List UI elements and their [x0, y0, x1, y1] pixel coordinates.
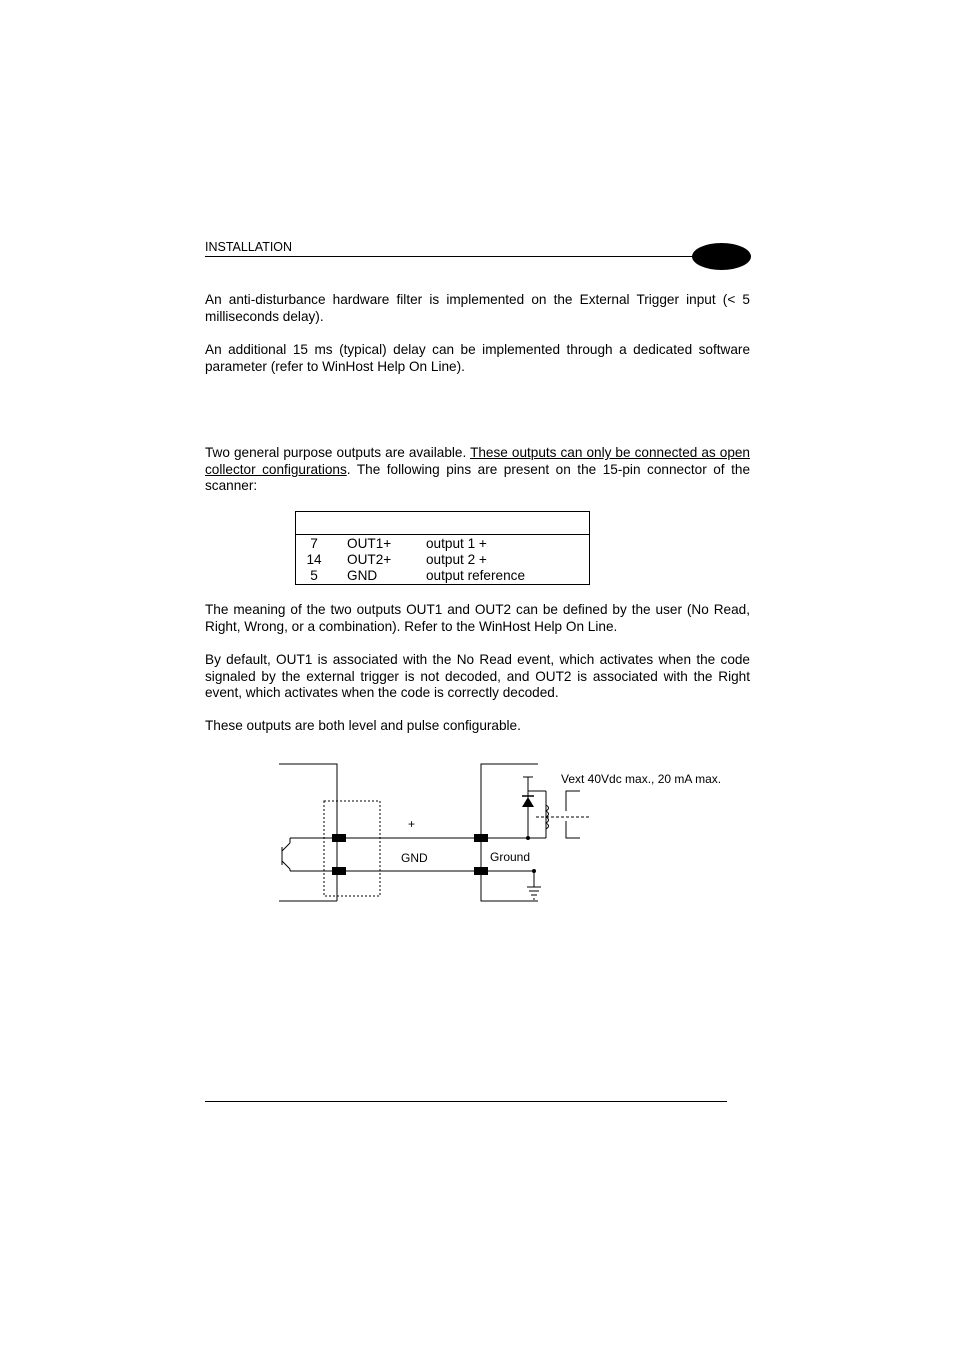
pin-table-header-rule: [296, 534, 589, 535]
outputs-intro-lead: Two general purpose outputs are available.: [205, 445, 471, 460]
open-collector-note: These outputs can only be connected as open collector configurations: [205, 445, 750, 477]
supply-label: Vext 40Vdc max., 20 mA max.: [561, 772, 722, 786]
paragraph-configurable: These outputs are both level and pulse configurable.: [205, 718, 521, 733]
plus-label: +: [408, 817, 416, 831]
table-row: [296, 568, 589, 584]
pin-name: OUT1+: [347, 536, 392, 551]
pin-function: output 2 +: [426, 552, 487, 567]
terminal-gnd-external: [474, 867, 488, 875]
terminal-plus-scanner: [332, 834, 346, 842]
paragraph-outputs-intro: [205, 445, 750, 495]
paragraph-software-delay: An additional 15 ms (typical) delay can be implemented through a dedicated software parameter (refer to WinHost Help On Line).: [205, 342, 750, 374]
footer-rule: [205, 1101, 727, 1102]
terminal-plus-external: [474, 834, 488, 842]
pin-number: 7: [310, 536, 318, 551]
output-circuit-diagram: [270, 755, 750, 910]
diode-symbol: [522, 797, 534, 807]
pin-table: [295, 511, 590, 585]
relay-contact-top: [566, 791, 580, 811]
pin-name: OUT2+: [347, 552, 392, 567]
ground-label: Ground: [490, 850, 531, 864]
table-row: [296, 552, 589, 568]
pin-number: 14: [306, 552, 322, 567]
scanner-enclosure: [279, 764, 337, 901]
paragraph-default-assignment: By default, OUT1 is associated with the No Read event, which activates when the code signaled by the external trigger is not decoded, and OUT2 is associated with the Right event, which activates when the code is correctly decoded.: [205, 652, 750, 700]
header-label: INSTALLATION: [205, 240, 293, 254]
terminal-gnd-scanner: [332, 867, 346, 875]
pin-function: output reference: [426, 568, 525, 583]
pin-function: output 1 +: [426, 536, 487, 551]
pin-number: 5: [310, 568, 318, 583]
transistor-symbol: [282, 838, 338, 871]
outputs-intro-tail: . The following pins are present on the 15-pin connector of the scanner:: [205, 461, 751, 493]
paragraph-trigger-filter: An anti-disturbance hardware filter is implemented on the External Trigger input (< 5 milliseconds delay).: [205, 292, 750, 324]
external-enclosure: [481, 764, 538, 901]
table-row: [296, 536, 589, 552]
pin-name: GND: [347, 568, 378, 583]
connector-box: [324, 801, 380, 896]
relay-contact-bottom: [566, 821, 580, 838]
paragraph-output-meaning: The meaning of the two outputs OUT1 and OUT2 can be defined by the user (No Read, Right, Wrong, or a combination). Refer to the WinHost Help On Line.: [205, 602, 750, 634]
page-tab-marker: [692, 243, 751, 270]
header-rule: [205, 256, 695, 257]
gnd-label: GND: [401, 851, 428, 865]
